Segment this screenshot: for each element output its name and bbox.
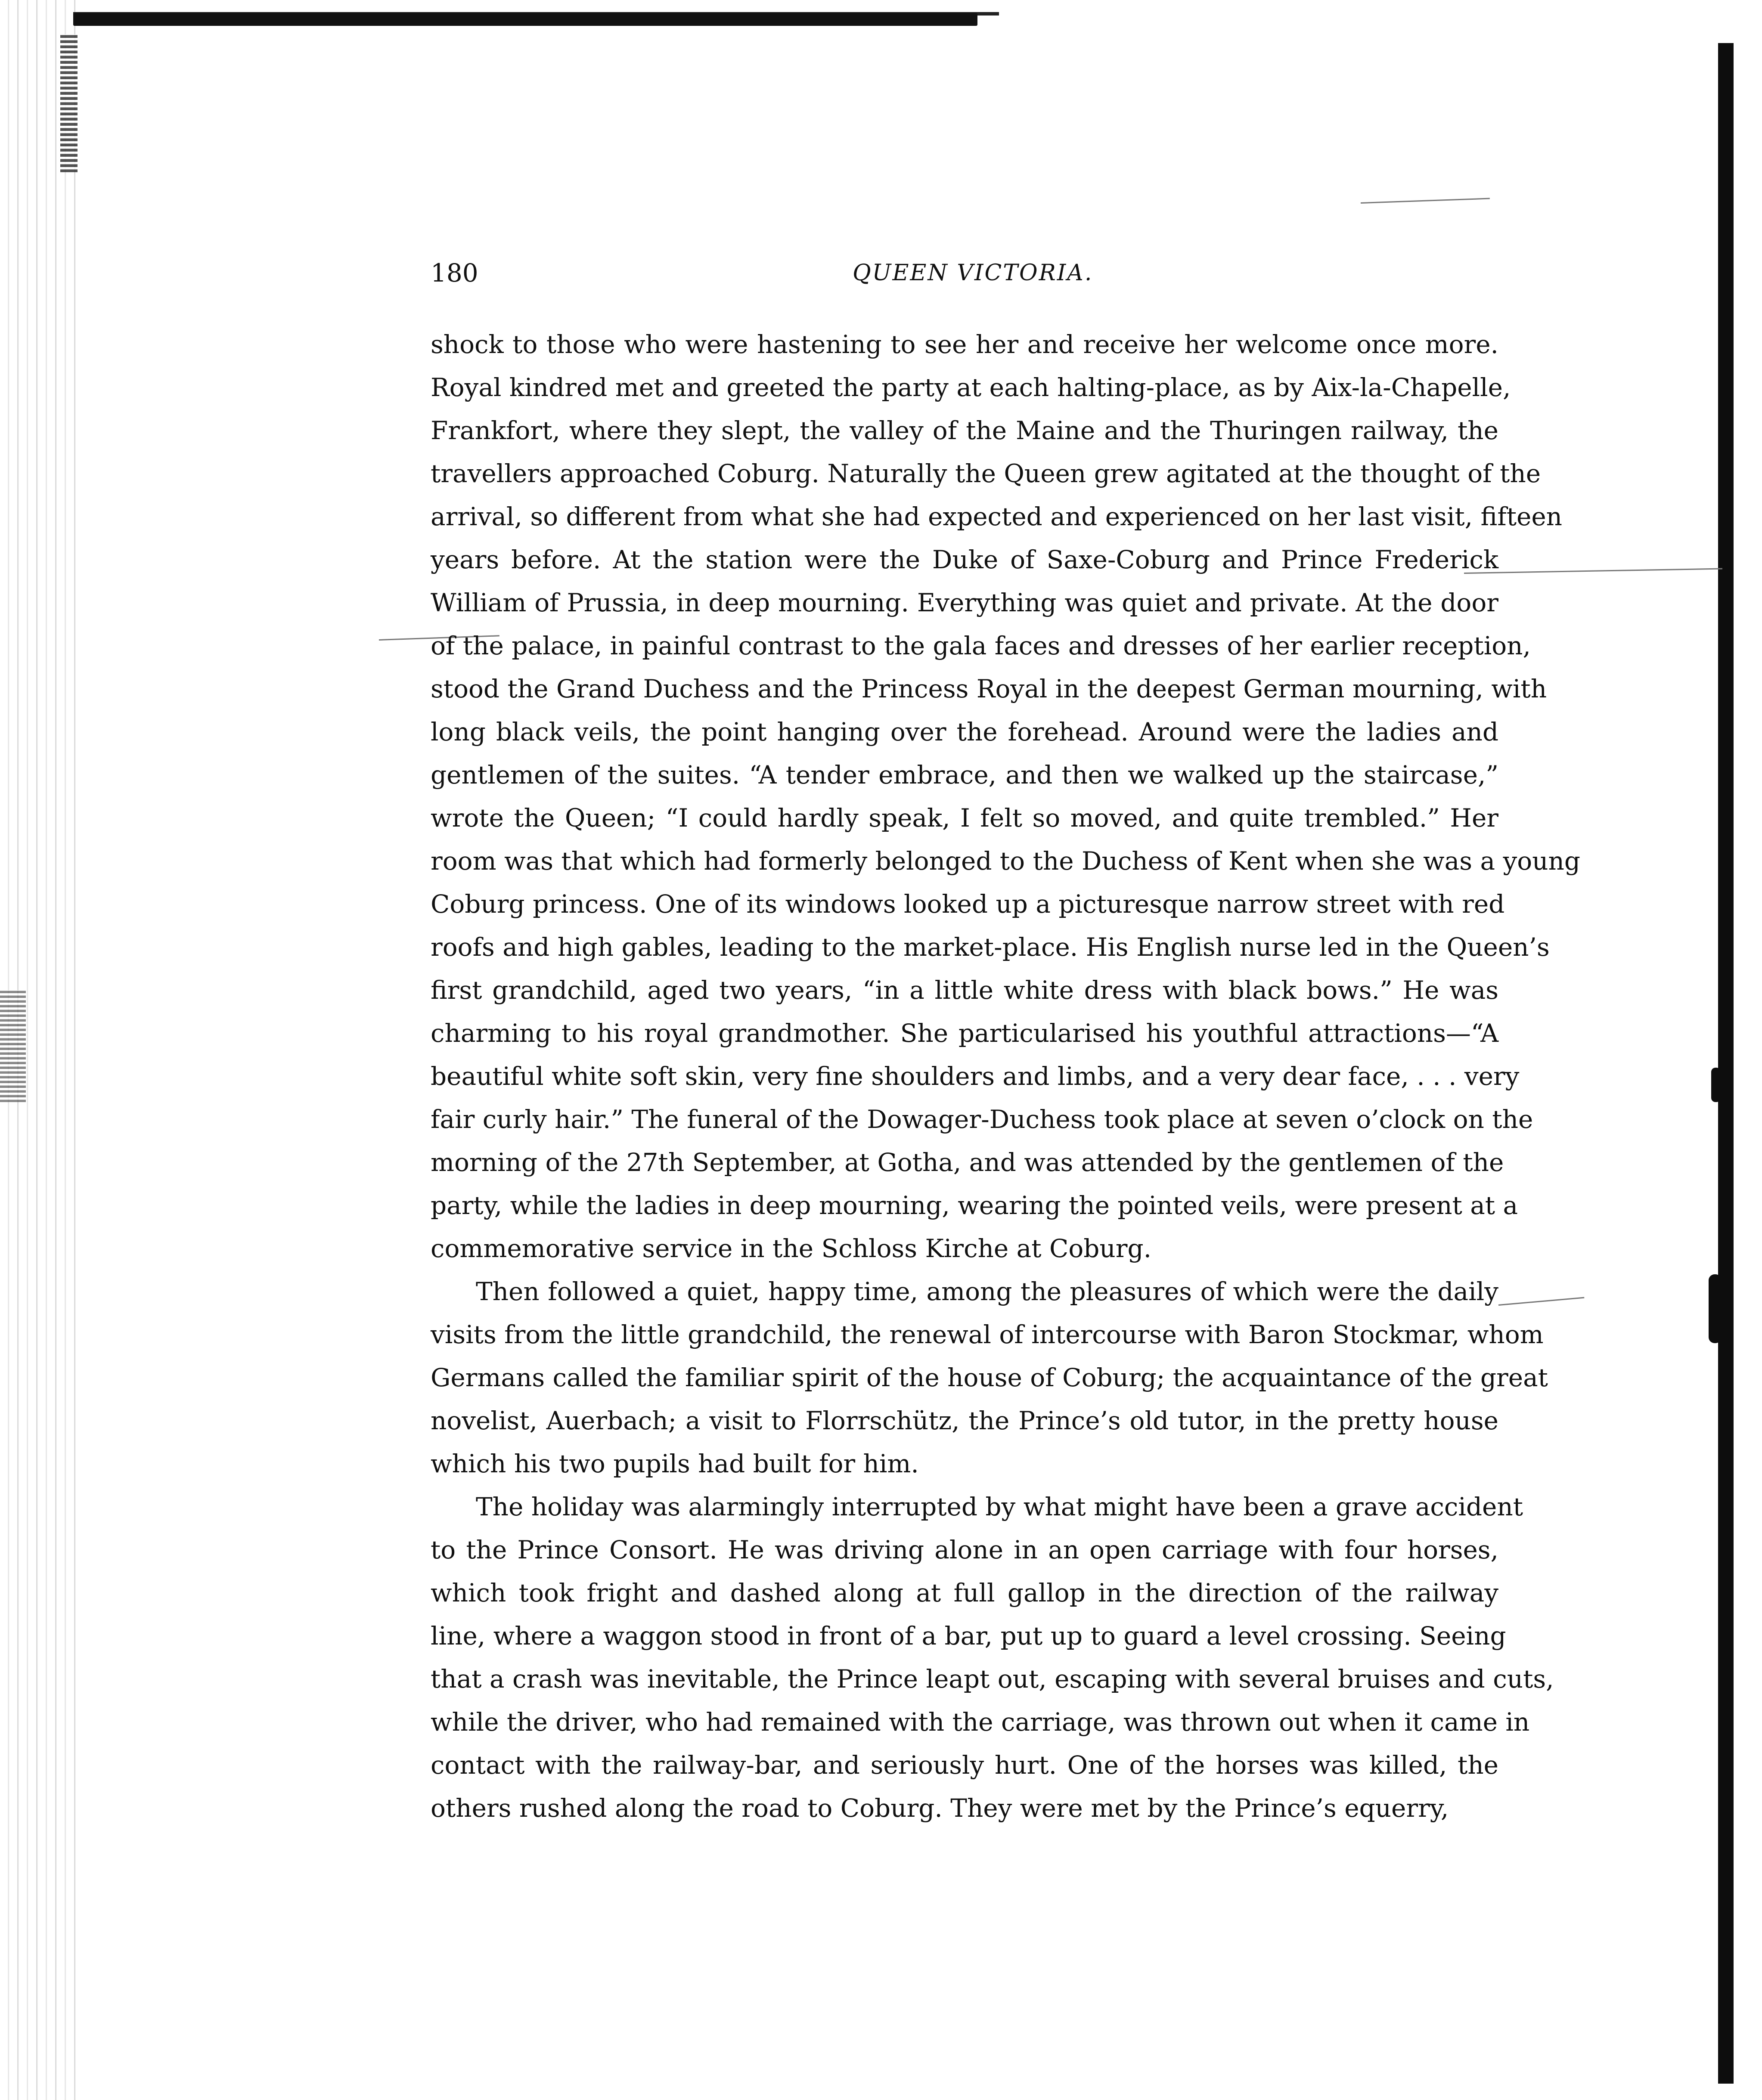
text-line: The holiday was alarmingly interrupted by what might have been a grave accident (476, 1492, 1523, 1521)
text-line: that a crash was inevitable, the Prince leapt out, escaping with several bruises and cuts, (431, 1664, 1554, 1694)
scan-edge-mark (0, 990, 26, 1102)
text-line: others rushed along the road to Coburg. They were met by the Prince’s equerry, (431, 1793, 1449, 1823)
scan-edge-mark (60, 34, 78, 172)
text-line: years before. At the station were the Duke of Saxe-Coburg and Prince Frederick (431, 545, 1498, 574)
text-line: Royal kindred met and greeted the party at each halting-place, as by Aix-la-Chapelle, (431, 373, 1511, 402)
text-line: wrote the Queen; “I could hardly speak, I felt so moved, and quite trembled.” Her (431, 803, 1498, 833)
text-line: long black veils, the point hanging over the forehead. Around were the ladies and (431, 717, 1498, 746)
scan-top-bar (73, 13, 977, 26)
scan-stray-line (1498, 1297, 1585, 1306)
text-line: gentlemen of the suites. “A tender embrace, and then we walked up the staircase,” (431, 760, 1498, 790)
text-line: while the driver, who had remained with the carriage, was thrown out when it came in (431, 1707, 1530, 1737)
text-line: Frankfort, where they slept, the valley of the Maine and the Thuringen railway, the (431, 416, 1498, 445)
paragraph (431, 1485, 1554, 1830)
text-line: novelist, Auerbach; a visit to Florrschütz, the Prince’s old tutor, in the pretty house (431, 1406, 1498, 1435)
text-line: morning of the 27th September, at Gotha, and was attended by the gentlemen of the (431, 1148, 1504, 1177)
text-line: which his two pupils had built for him. (431, 1449, 919, 1478)
paragraph (431, 1270, 1548, 1485)
text-line: William of Prussia, in deep mourning. Everything was quiet and private. At the door (431, 588, 1498, 617)
scan-edge-notch (1709, 1274, 1722, 1343)
scan-edge-right (1718, 43, 1734, 2084)
text-line: line, where a waggon stood in front of a bar, put up to guard a level crossing. Seeing (431, 1621, 1506, 1651)
text-line: stood the Grand Duchess and the Princess Royal in the deepest German mourning, with (431, 674, 1547, 703)
page-number: 180 (431, 258, 478, 288)
text-line: Then followed a quiet, happy time, among the pleasures of which were the daily (476, 1277, 1498, 1306)
text-line: arrival, so different from what she had expected and experienced on her last visit, fifteen (431, 502, 1563, 531)
text-line: commemorative service in the Schloss Kirche at Coburg. (431, 1234, 1152, 1263)
running-title: QUEEN VICTORIA. (853, 260, 1093, 286)
scan-edge-notch (1711, 1068, 1721, 1102)
paragraph (431, 323, 1580, 1270)
scan-stray-line (1464, 568, 1722, 574)
text-line: roofs and high gables, leading to the market-place. His English nurse led in the Queen’s (431, 932, 1550, 962)
text-line: to the Prince Consort. He was driving alone in an open carriage with four horses, (431, 1535, 1498, 1564)
text-line: room was that which had formerly belonged to the Duchess of Kent when she was a young (431, 846, 1580, 876)
text-line: fair curly hair.” The funeral of the Dowager-Duchess took place at seven o’clock on the (431, 1105, 1533, 1134)
text-line: shock to those who were hastening to see her and receive her welcome once more. (431, 330, 1498, 359)
text-line: travellers approached Coburg. Naturally the Queen grew agitated at the thought of the (431, 459, 1541, 488)
text-line: of the palace, in painful contrast to the gala faces and dresses of her earlier reception, (431, 631, 1531, 660)
text-line: contact with the railway-bar, and seriously hurt. One of the horses was killed, the (431, 1750, 1498, 1780)
body-text (431, 323, 1580, 1830)
text-line: party, while the ladies in deep mourning, wearing the pointed veils, were present at a (431, 1191, 1518, 1220)
text-line: first grandchild, aged two years, “in a little white dress with black bows.” He was (431, 976, 1498, 1005)
text-line: charming to his royal grandmother. She particularised his youthful attractions—“A (431, 1019, 1498, 1048)
scan-stray-line (1361, 198, 1490, 204)
text-line: Germans called the familiar spirit of the house of Coburg; the acquaintance of the great (431, 1363, 1548, 1392)
text-line: visits from the little grandchild, the renewal of intercourse with Baron Stockmar, whom (431, 1320, 1544, 1349)
text-line: Coburg princess. One of its windows looked up a picturesque narrow street with red (431, 889, 1505, 919)
text-line: which took fright and dashed along at full gallop in the direction of the railway (431, 1578, 1498, 1608)
text-line: beautiful white soft skin, very fine shoulders and limbs, and a very dear face, . . . very (431, 1062, 1520, 1091)
